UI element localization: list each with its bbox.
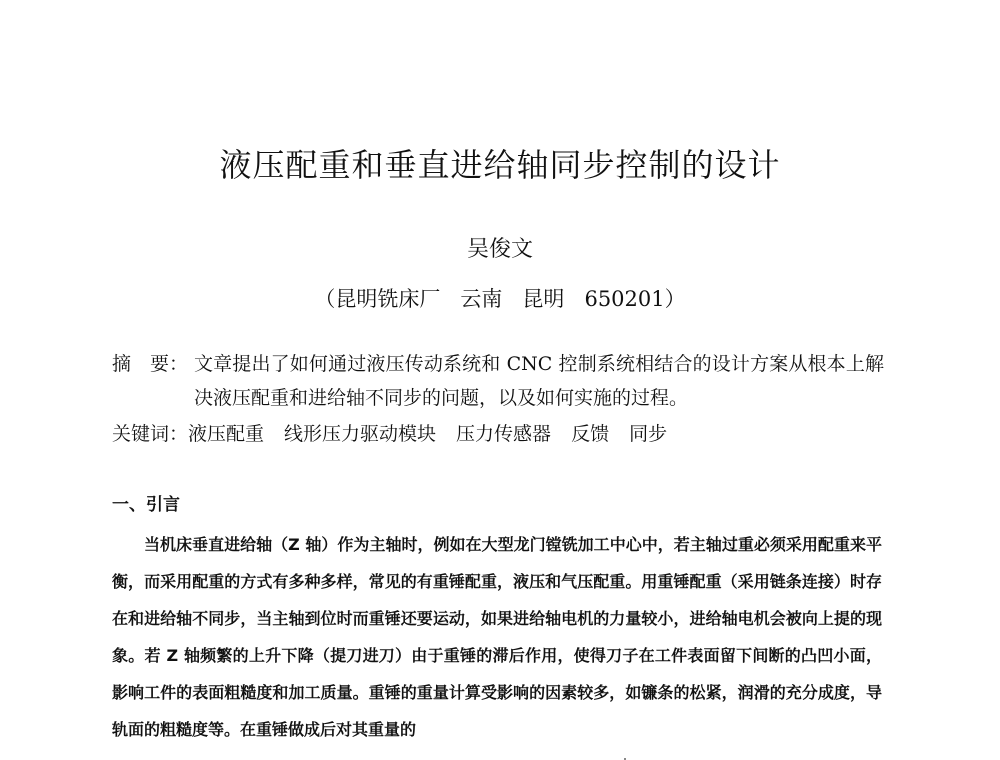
body-paragraph: 当机床垂直进给轴（Z 轴）作为主轴时，例如在大型龙门镗铣加工中心中，若主轴过重必须采用配重来平衡，而采用配重的方式有多种多样，常见的有重锤配重，液压和气压配重。用重锤配重（采用链条连接）时存在和进给轴不同步，当主轴到位时而重锤还要运动，如果进给轴电机的力量较小，进给轴电机会被向上提的现象。若 Z 轴频繁的上升下降（提刀进刀）由于重锤的滞后作用，使得刀子在工件表面留下间断的凸凹小面，影响工件的表面粗糙度和加工质量。重锤的重量计算受影响的因素较多，如镰条的松紧，润滑的充分成度，导轨面的粗糙度等。在重锤做成后对其重量的 [112, 535, 882, 739]
keywords-label: 关键词： [112, 423, 189, 445]
keyword: 液压配重 [188, 423, 265, 445]
abstract-label: 摘 要： [112, 353, 189, 375]
author-name: 吴俊文 [466, 237, 533, 262]
keywords [112, 419, 687, 446]
section-heading: 一、引言 [112, 495, 180, 515]
keyword: 反馈 [571, 423, 610, 445]
paper-title: 液压配重和垂直进给轴同步控制的设计 [219, 146, 781, 184]
keyword: 线形压力驱动模块 [284, 423, 437, 445]
keyword: 压力传感器 [456, 423, 552, 445]
keyword: 同步 [629, 423, 668, 445]
abstract-text: 文章提出了如何通过液压传动系统和 CNC 控制系统相结合的设计方案从根本上解决液压配重和进给轴不同步的问题，以及如何实施的过程。 [194, 353, 884, 409]
author-affiliation: （昆明铣床厂 云南 昆明 650201） [314, 287, 686, 311]
